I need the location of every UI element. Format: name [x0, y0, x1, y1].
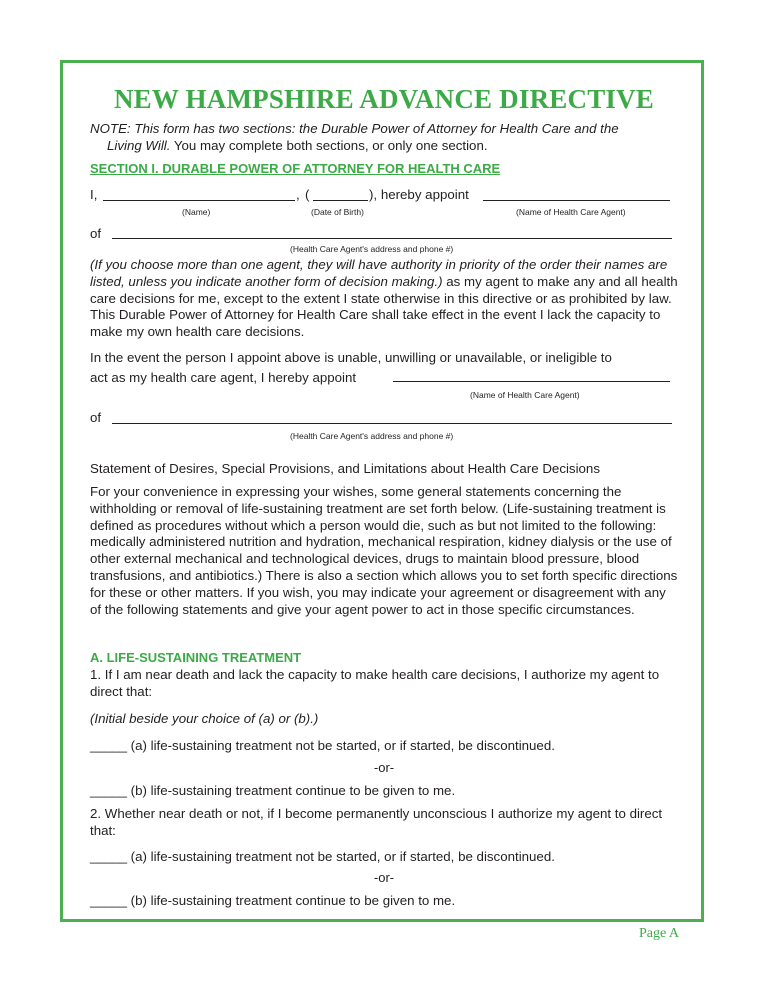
caption-agent-address: (Health Care Agent's address and phone #): [290, 244, 454, 254]
alternate-agent-text-2: act as my health care agent, I hereby appoint: [90, 370, 357, 385]
item-1-text: 1. If I am near death and lack the capacity to make health care decisions, I authorize my agent to direct that:: [90, 667, 660, 699]
option-2b[interactable]: _____ (b) life-sustaining treatment continue to be given to me.: [90, 893, 456, 908]
comma: ,: [296, 187, 300, 202]
of-label-2: of: [90, 410, 102, 425]
statement-heading: Statement of Desires, Special Provisions, and Limitations about Health Care Decisions: [90, 461, 600, 476]
note-line-2: [107, 137, 488, 154]
page-number: Page A: [638, 926, 679, 941]
open-paren: (: [305, 187, 310, 202]
of-label: of: [90, 226, 102, 241]
convenience-paragraph: For your convenience in expressing your wishes, some general statements concerning the withholding or removal of life-sustaining treatment are set forth below. (Life-sustaining treatment is defined as procedures without which a person would die, such as but not limited to the following: medically administered nutrition and hydration, mechanical respiration, kidney dialysis or the use of other external mechanical and technological devices, drugs to maintain blood pressure, blood transfusions, and antibiotics.) There is also a section which allows you to set forth specific directions for these or other matters. If you wish, you may indicate your agreement or disagreement with any of the following statements and give your agent power to act in those specific circumstances.: [90, 484, 678, 617]
i-label: I,: [90, 187, 98, 202]
section-a-heading: A. LIFE-SUSTAINING TREATMENT: [90, 650, 302, 665]
alternate-agent-text-1: In the event the person I appoint above is unable, unwilling or unavailable, or ineligible to: [90, 350, 612, 365]
note-line-1: NOTE: This form has two sections: the Durable Power of Attorney for Health Care and the: [90, 121, 619, 136]
caption-alt-agent-address: (Health Care Agent's address and phone #): [290, 431, 454, 441]
alt-agent-name-field[interactable]: [393, 381, 670, 382]
note-rest: You may complete both sections, or only one section.: [170, 138, 488, 153]
agent-authority-paragraph: [90, 257, 680, 341]
priority-note: (If you choose more than one agent, they will have authority in priority of the order their names are listed, unless you indicate another form of decision making.): [90, 257, 668, 289]
alt-agent-address-field[interactable]: [112, 423, 672, 424]
initial-instruction: (Initial beside your choice of (a) or (b).): [90, 711, 319, 726]
option-2a[interactable]: _____ (a) life-sustaining treatment not be started, or if started, be discontinued.: [90, 849, 555, 864]
dob-field[interactable]: [313, 200, 368, 201]
or-divider-2: -or-: [373, 870, 395, 885]
item-2-text: 2. Whether near death or not, if I become permanently unconscious I authorize my agent to direct that:: [90, 806, 663, 838]
agent-address-field[interactable]: [112, 238, 672, 239]
hereby-appoint-label: ), hereby appoint: [369, 187, 469, 202]
note-living-will: Living Will.: [107, 138, 171, 153]
caption-name: (Name): [182, 207, 211, 217]
caption-agent-name: (Name of Health Care Agent): [516, 207, 626, 217]
agent-name-field[interactable]: [483, 200, 670, 201]
form-title: NEW HAMPSHIRE ADVANCE DIRECTIVE: [113, 84, 655, 114]
authority-text: as my agent to make any and all health care decisions for me, except to the extent I state otherwise in this directive or as prohibited by law. This Durable Power of Attorney for Health Care shall take effect in the event I lack the capacity to make my own health care decisions.: [90, 273, 678, 340]
section1-heading: SECTION I. DURABLE POWER OF ATTORNEY FOR HEALTH CARE: [90, 161, 501, 176]
name-field[interactable]: [103, 200, 295, 201]
option-1a[interactable]: _____ (a) life-sustaining treatment not be started, or if started, be discontinued.: [90, 738, 555, 753]
option-1b[interactable]: _____ (b) life-sustaining treatment continue to be given to me.: [90, 783, 456, 798]
caption-dob: (Date of Birth): [311, 207, 364, 217]
caption-alt-agent-name: (Name of Health Care Agent): [470, 390, 580, 400]
or-divider-1: -or-: [373, 760, 395, 775]
